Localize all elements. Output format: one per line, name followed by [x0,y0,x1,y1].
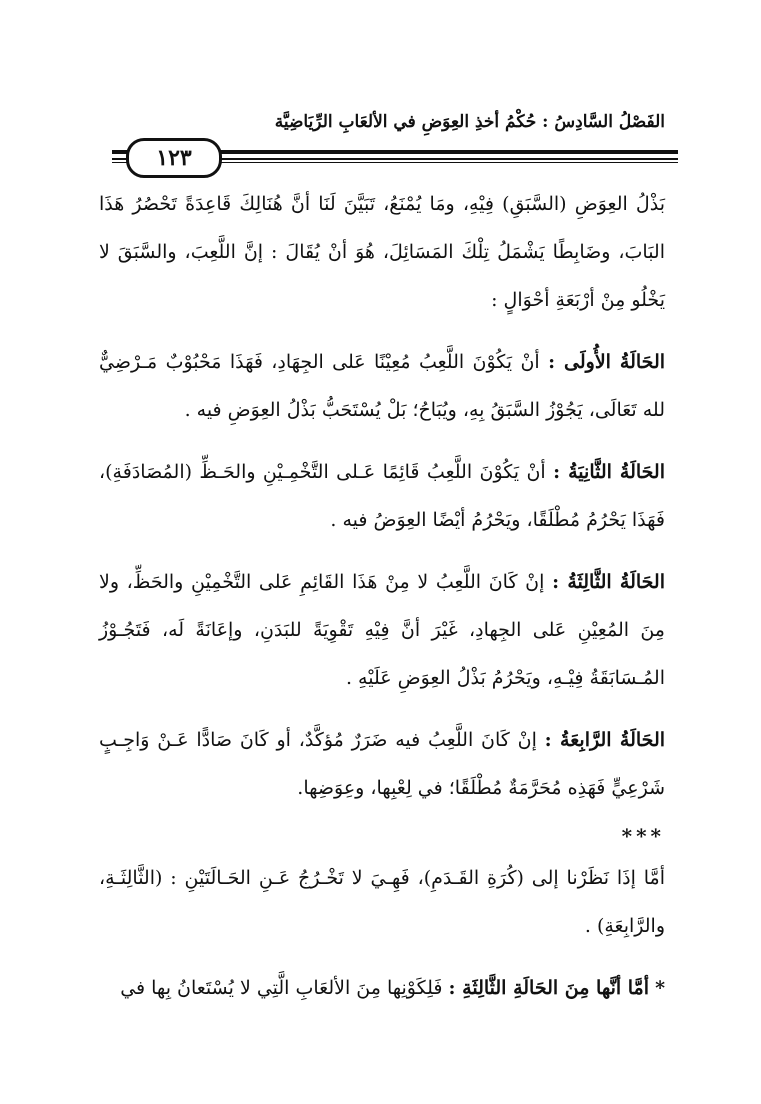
paragraph-case-2 [99,448,665,544]
case-label: الحَالَةُ الثَّالِثَةُ : [552,571,665,593]
section-separator: *** [621,824,665,848]
paragraph-case-4 [99,716,665,812]
paragraph-football [99,854,665,950]
case-label: الحَالَةُ الثَّانِيَةُ : [553,461,665,483]
case-label: الحَالَةُ الرَّابِعَةُ : [544,729,666,751]
paragraph-text: فَلِكَوْنِها مِنَ الألعَابِ الَّتِي لا يُسْتَعانُ بِها في [120,977,443,999]
paragraph-text: بَذْلُ العِوَضِ (السَّبَقِ) فِيْهِ، ومَا يُمْنَعُ، تَبَيَّنَ لَنَا أنَّ هُنَالِكَ قَاعِدَةً تَحْصُرُ هَذَا البَابَ، وضَابِطًا يَشْمَلُ تِلْكَ المَسَائِلَ، هُوَ أنْ يُقَالَ : إنَّ اللَّعِبَ، والسَّبَقَ لا يَخْلُو مِنْ أرْبَعَةِ أحْوَالٍ : [99,193,665,311]
paragraph-case-3 [99,558,665,702]
asterisk-bullet: * [655,977,665,999]
header-rule [112,138,678,178]
running-header-title: الفَصْلُ السَّادِسُ : حُكْمُ أخذِ العِوَضِ في الألعَابِ الرِّيَاضِيَّة [274,112,665,132]
paragraph-text: إنْ كَانَ اللَّعِبُ فيه ضَرَرٌ مُؤكَّدٌ، أو كَانَ صَادًّا عَـنْ وَاجِـبٍ شَرْعِيٍّ فَهَذِه مُحَرَّمَةٌ مُطْلَقًا؛ في لِعْبِها، وعِوَضِها. [99,729,665,799]
paragraph-text: أنْ يَكُوْنَ اللَّعِبُ قَائِمًا عَـلى التَّخْمِـيْنِ والحَـظِّ (المُصَادَفَةِ)، فَهَذَا يَحْرُمُ مُطْلَقًا، ويَحْرُمُ أيْضًا العِوَضُ فيه . [99,461,665,531]
paragraph-final [99,964,665,1012]
paragraph-text: إنْ كَانَ اللَّعِبُ لا مِنْ هَذَا القَائِمِ عَلى التَّخْمِيْنِ والحَظِّ، ولا مِنَ المُعِيْنِ عَلى الجِهادِ، غَيْرَ أنَّ فِيْهِ تَقْوِيَةً للبَدَنِ، وإعَانَةً لَه، فَتَجُـوْزُ المُـسَابَقَةُ فِيْـهِ، ويَحْرُمُ بَذْلُ العِوَضِ عَلَيْهِ . [99,571,665,689]
paragraph-intro [99,180,665,324]
paragraph-text: أنْ يَكُوْنَ اللَّعِبُ مُعِيْنًا عَلى الجِهَادِ، فَهَذَا مَحْبُوْبٌ مَـرْضِيٌّ لله تَعَالَى، يَجُوْزُ السَّبَقُ بِهِ، ويُبَاحُ؛ بَلْ يُسْتَحَبُّ بَذْلُ العِوَضِ فيه . [99,351,665,421]
paragraph-text: أمَّا إذَا نَظَرْنا إلى (كُرَةِ القَـدَمِ)، فَهِـيَ لا تَخْـرُجُ عَـنِ الحَـالَتَيْنِ : (الثَّالِثَـةِ، والرَّابِعَةِ) . [99,867,665,937]
page-number: ١٢٣ [126,138,222,178]
body-text [99,180,665,1012]
paragraph-case-1 [99,338,665,434]
case-label: أمَّا أنَّها مِنَ الحَالَةِ الثَّالِثَةِ : [448,977,650,999]
case-label: الحَالَةُ الأُولَى : [548,351,666,373]
